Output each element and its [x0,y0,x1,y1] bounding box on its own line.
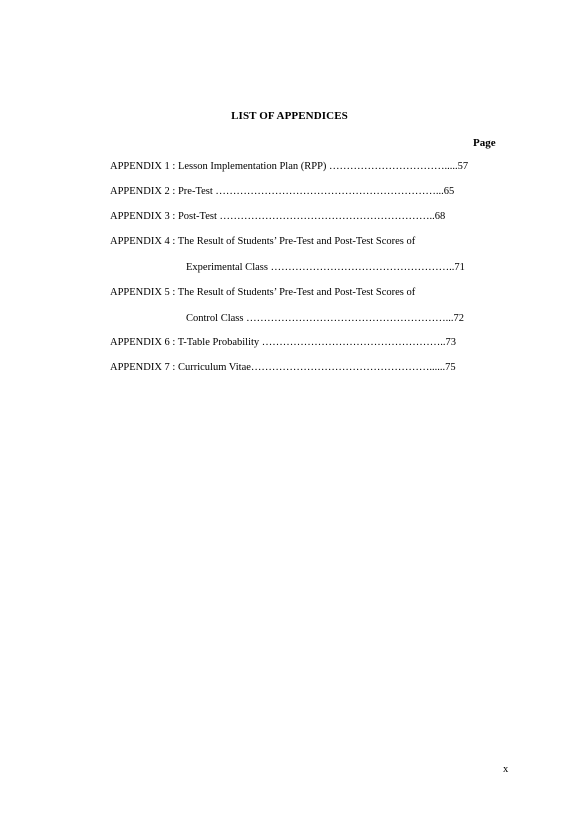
toc-entry-appendix-4: APPENDIX 4 : The Result of Students’ Pre-Test and Post-Test Scores of [110,236,416,247]
toc-entry-appendix-1: APPENDIX 1 : Lesson Implementation Plan (RPP) …………………………….....57 [110,161,469,172]
toc-entry-appendix-4-cont: Experimental Class ……………………………………………..71 [186,262,465,273]
page-number: x [503,764,509,775]
page-column-header: Page [473,137,496,149]
toc-entry-appendix-5-cont: Control Class …………………………………………………...72 [186,313,464,324]
toc-entry-appendix-5: APPENDIX 5 : The Result of Students’ Pre-Test and Post-Test Scores of [110,287,416,298]
page-title: LIST OF APPENDICES [231,110,348,122]
toc-entry-appendix-2: APPENDIX 2 : Pre-Test ………………………………………………………...65 [110,186,455,197]
toc-entry-appendix-7: APPENDIX 7 : Curriculum Vitae……………………………………………......75 [110,362,456,373]
toc-entry-appendix-6: APPENDIX 6 : T-Table Probability ……………………………………………..73 [110,337,457,348]
toc-entry-appendix-3: APPENDIX 3 : Post-Test ……………………………………………………..68 [110,211,446,222]
